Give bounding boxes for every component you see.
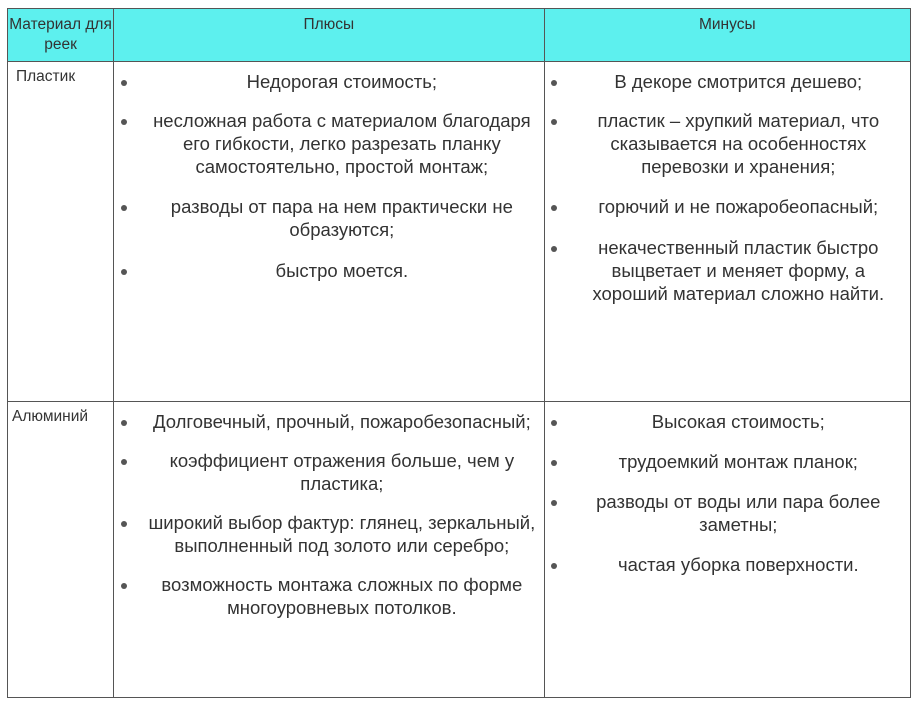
pros-list-aluminium bbox=[114, 402, 543, 619]
header-cons: Минусы bbox=[544, 9, 910, 62]
list-item bbox=[545, 450, 910, 473]
cons-cell-aluminium bbox=[544, 402, 910, 698]
bullet-icon bbox=[551, 80, 557, 86]
list-item-text: Высокая стоимость; bbox=[651, 411, 825, 432]
material-cell-aluminium: Алюминий bbox=[8, 402, 114, 698]
cons-list-plastic bbox=[545, 62, 910, 305]
list-item-text: частая уборка поверхности. bbox=[617, 554, 859, 575]
list-item-text: Недорогая стоимость; bbox=[246, 71, 438, 92]
list-item bbox=[545, 109, 910, 178]
list-item bbox=[114, 573, 543, 619]
bullet-icon bbox=[121, 269, 127, 275]
list-item bbox=[545, 236, 910, 305]
bullet-icon bbox=[121, 205, 127, 211]
list-item-text: разводы от пара на нем практически не образуются; bbox=[170, 196, 513, 240]
bullet-icon bbox=[551, 500, 557, 506]
list-item bbox=[114, 109, 543, 178]
cons-cell-plastic bbox=[544, 62, 910, 402]
bullet-icon bbox=[551, 563, 557, 569]
list-item-text: коэффициент отражения больше, чем у пластика; bbox=[169, 450, 515, 494]
material-cell-plastic: Пластик bbox=[8, 62, 114, 402]
list-item bbox=[545, 490, 910, 536]
list-item bbox=[114, 259, 543, 282]
list-item-text: Долговечный, прочный, пожаробезопасный; bbox=[152, 411, 531, 432]
bullet-icon bbox=[551, 460, 557, 466]
table-row-aluminium bbox=[8, 402, 911, 698]
bullet-icon bbox=[121, 521, 127, 527]
list-item-text: возможность монтажа сложных по форме многоуровневых потолков. bbox=[161, 574, 523, 618]
bullet-icon bbox=[121, 420, 127, 426]
comparison-table bbox=[7, 8, 911, 698]
bullet-icon bbox=[121, 459, 127, 465]
table-header bbox=[8, 9, 911, 62]
cons-list-aluminium bbox=[545, 402, 910, 576]
list-item-text: горючий и не пожаробеопасный; bbox=[598, 196, 879, 217]
pros-list-plastic bbox=[114, 62, 543, 282]
list-item-text: трудоемкий монтаж планок; bbox=[618, 451, 858, 472]
list-item bbox=[545, 410, 910, 433]
list-item bbox=[545, 70, 910, 93]
list-item-text: пластик – хрупкий материал, что сказывается на особенностях перевозки и хранения; bbox=[597, 110, 880, 177]
list-item bbox=[545, 195, 910, 218]
list-item-text: несложная работа с материалом благодаря его гибкости, легко разрезать планку самостоятельно, простой монтаж; bbox=[153, 110, 531, 177]
list-item bbox=[114, 449, 543, 495]
header-material: Материал для реек bbox=[8, 9, 114, 62]
list-item bbox=[114, 511, 543, 557]
pros-cell-aluminium bbox=[114, 402, 544, 698]
list-item bbox=[114, 410, 543, 433]
pros-cell-plastic bbox=[114, 62, 544, 402]
bullet-icon bbox=[551, 246, 557, 252]
bullet-icon bbox=[121, 583, 127, 589]
bullet-icon bbox=[551, 420, 557, 426]
list-item bbox=[114, 70, 543, 93]
bullet-icon bbox=[551, 205, 557, 211]
list-item-text: разводы от воды или пара более заметны; bbox=[596, 491, 881, 535]
bullet-icon bbox=[121, 80, 127, 86]
list-item bbox=[114, 195, 543, 241]
list-item-text: быстро моется. bbox=[275, 260, 409, 281]
list-item-text: некачественный пластик быстро выцветает и меняет форму, а хороший материал сложно найти. bbox=[592, 237, 885, 304]
list-item bbox=[545, 553, 910, 576]
table-body bbox=[8, 62, 911, 698]
header-row bbox=[8, 9, 911, 62]
bullet-icon bbox=[551, 119, 557, 125]
table-row-plastic bbox=[8, 62, 911, 402]
list-item-text: широкий выбор фактур: глянец, зеркальный, выполненный под золото или серебро; bbox=[148, 512, 536, 556]
list-item-text: В декоре смотрится дешево; bbox=[614, 71, 863, 92]
bullet-icon bbox=[121, 119, 127, 125]
header-pros: Плюсы bbox=[114, 9, 544, 62]
